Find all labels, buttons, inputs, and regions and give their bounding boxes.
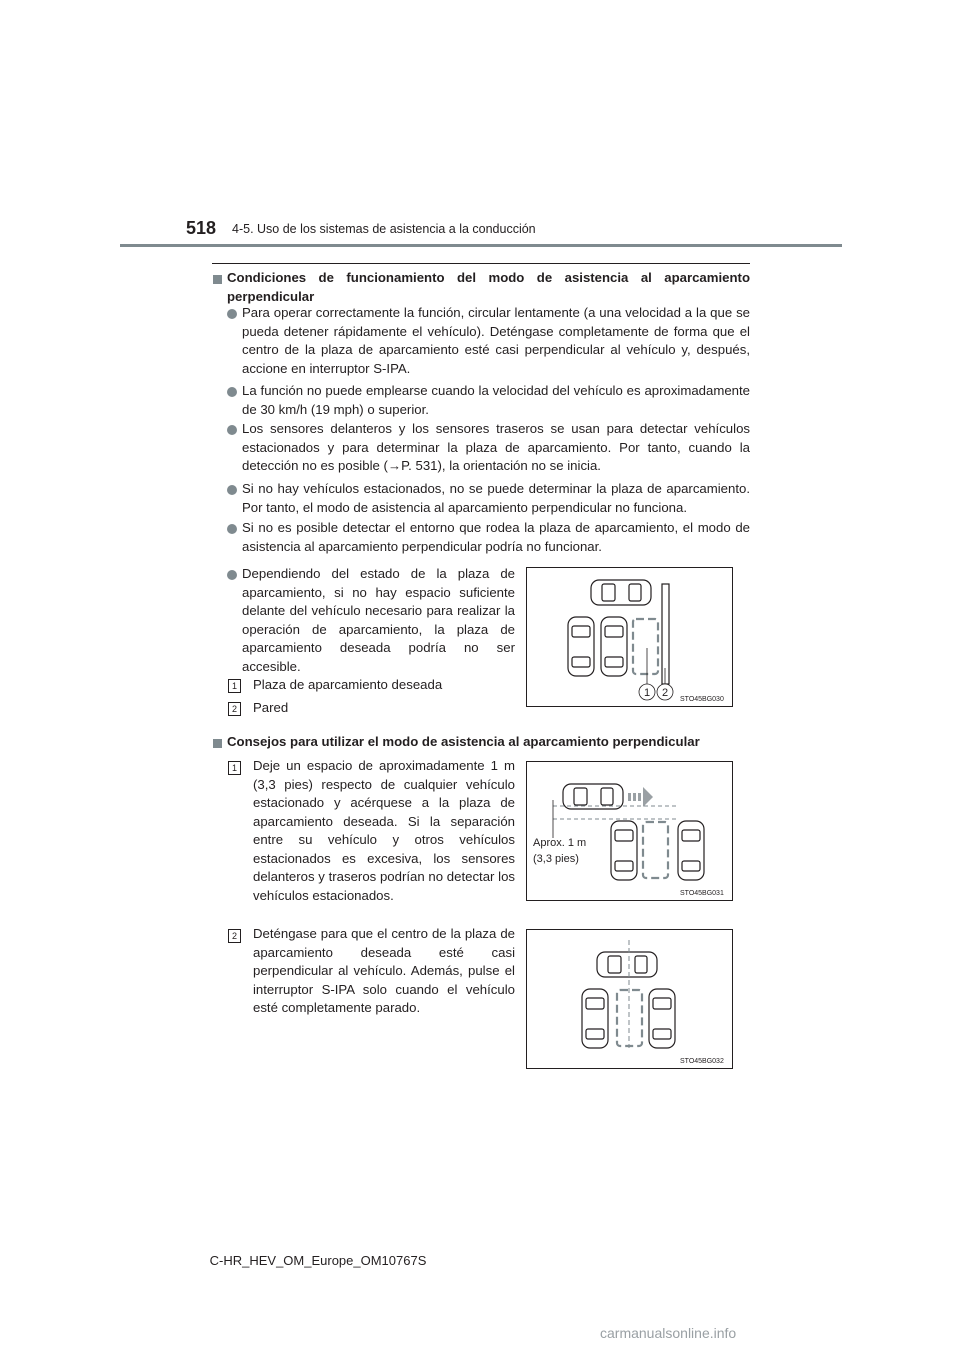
watermark: carmanualsonline.info bbox=[600, 1325, 737, 1341]
legend-label: Pared bbox=[253, 700, 289, 715]
heading-square-icon bbox=[213, 275, 222, 284]
bullet-dot-icon bbox=[227, 524, 237, 534]
section-divider bbox=[212, 263, 750, 264]
bullet-dot-icon bbox=[227, 570, 237, 580]
step-number: 2 bbox=[228, 929, 241, 943]
stop-position-figure bbox=[526, 929, 733, 1069]
heading-square-icon bbox=[213, 739, 222, 748]
bullet-text: Los sensores delanteros y los sensores traseros se usan para detectar vehículos estacionados y para determinar la plaza de aparcamiento. Por tanto, cuando la detección no es posible (→P. 531), la orientación no se inicia. bbox=[242, 421, 750, 473]
distance-figure bbox=[526, 761, 733, 901]
figure-code: STO45BG031 bbox=[680, 890, 724, 897]
figure-code: STO45BG030 bbox=[680, 696, 724, 703]
parking-diagram-1 bbox=[527, 568, 732, 706]
section1-heading: Condiciones de funcionamiento del modo de asistencia al aparcamiento perpendicular bbox=[227, 270, 750, 304]
distance-label-feet: (3,3 pies) bbox=[533, 853, 579, 865]
bullet-dot-icon bbox=[227, 387, 237, 397]
step-number: 1 bbox=[228, 761, 241, 775]
parking-space-figure bbox=[526, 567, 733, 707]
parking-diagram-2 bbox=[527, 762, 732, 900]
bullet-text: Si no hay vehículos estacionados, no se puede determinar la plaza de aparcamiento. Por tanto, el modo de asistencia al aparcamiento perpendicular no funciona. bbox=[242, 481, 750, 515]
document-id: C-HR_HEV_OM_Europe_OM10767S bbox=[209, 1253, 427, 1268]
legend-number: 2 bbox=[228, 702, 241, 716]
legend-label: Plaza de aparcamiento deseada bbox=[253, 677, 443, 692]
header-divider bbox=[120, 244, 842, 247]
callout-1: 1 bbox=[643, 687, 651, 699]
section-title: 4-5. Uso de los sistemas de asistencia a la conducción bbox=[232, 222, 536, 236]
bullet-text: La función no puede emplearse cuando la velocidad del vehículo es aproximadamente de 30 km/h (19 mph) o superior. bbox=[242, 383, 750, 417]
figure-code: STO45BG032 bbox=[680, 1058, 724, 1065]
bullet-text: Dependiendo del estado de la plaza de aparcamiento, si no hay espacio suficiente delante del vehículo necesario para realizar la operación de aparcamiento, la plaza de aparcamiento deseada podría no ser accesible. bbox=[242, 566, 515, 674]
section2-heading: Consejos para utilizar el modo de asistencia al aparcamiento perpendicular bbox=[227, 734, 700, 749]
step-text: Deje un espacio de aproximadamente 1 m (3,3 pies) respecto de cualquier vehículo estacionado y acérquese a la plaza de aparcamiento deseada. Si la separación entre su vehículo y otros vehículos estacionados es excesiva, los sensores delanteros y traseros podrían no detectar los vehículos estacionados. bbox=[253, 758, 515, 903]
distance-label: Aprox. 1 m bbox=[533, 837, 587, 849]
step-text: Deténgase para que el centro de la plaza de aparcamiento deseada esté casi perpendicular al vehículo. Además, pulse el interruptor S-IPA solo cuando el vehículo esté completamente parado. bbox=[253, 926, 515, 1015]
bullet-text: Para operar correctamente la función, circular lentamente (a una velocidad a la que se pueda detener rápidamente el vehículo). Deténgase completamente de forma que el centro de la plaza de aparcamiento esté casi perpendicular al vehículo y, después, accione en interruptor S-IPA. bbox=[242, 305, 750, 376]
bullet-text: Si no es posible detectar el entorno que rodea la plaza de aparcamiento, el modo de asistencia al aparcamiento perpendicular podría no funcionar. bbox=[242, 520, 750, 554]
parking-diagram-3 bbox=[527, 930, 732, 1068]
bullet-dot-icon bbox=[227, 485, 237, 495]
callout-2: 2 bbox=[661, 687, 669, 699]
legend-number: 1 bbox=[228, 679, 241, 693]
bullet-dot-icon bbox=[227, 309, 237, 319]
page-number: 518 bbox=[186, 218, 217, 238]
bullet-dot-icon bbox=[227, 425, 237, 435]
